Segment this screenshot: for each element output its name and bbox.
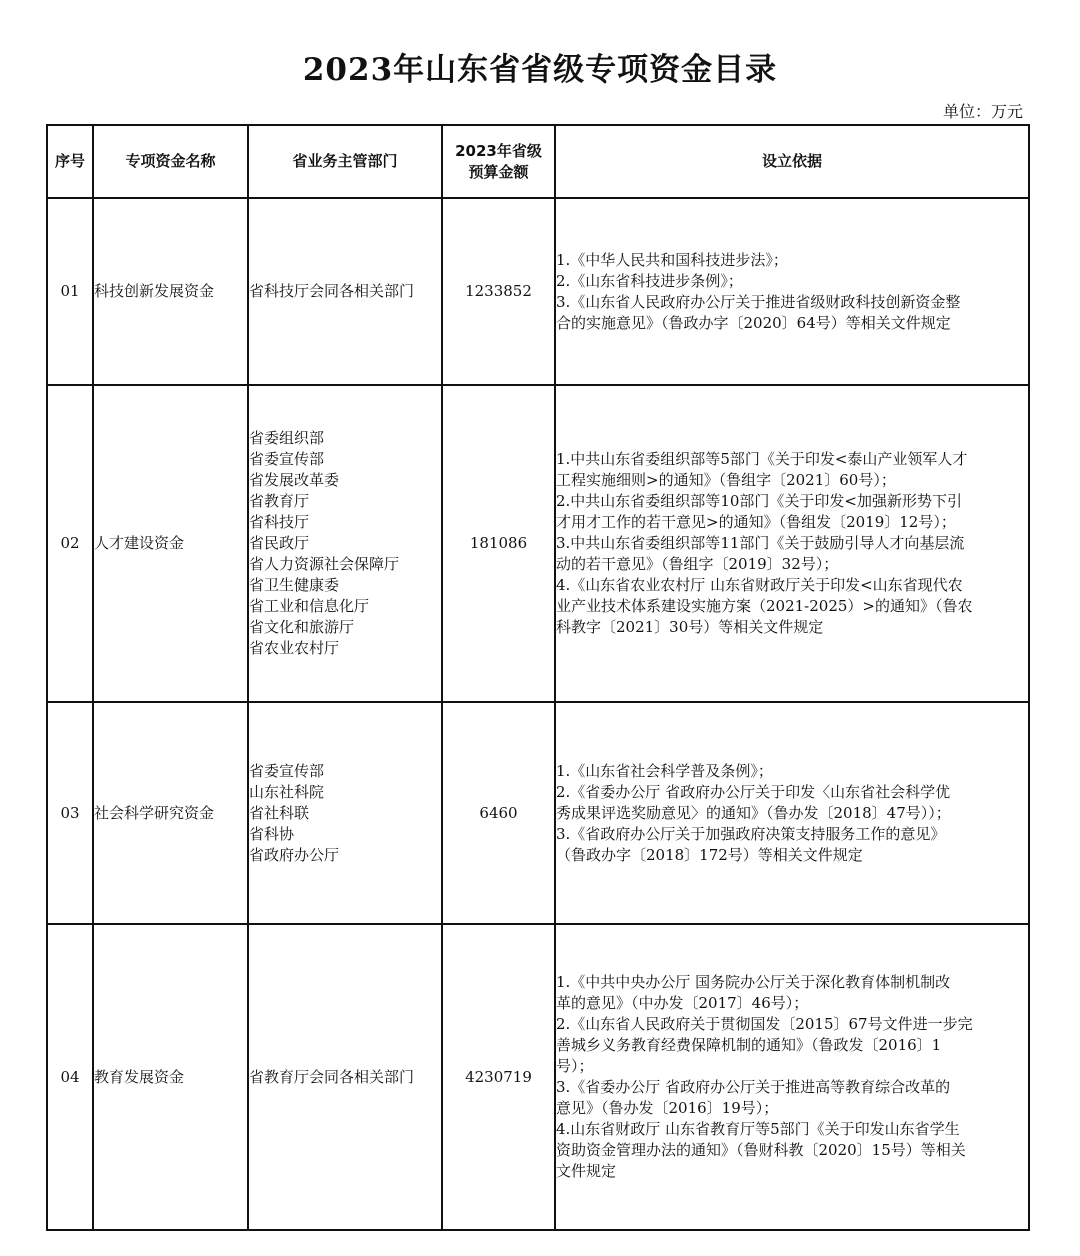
header-basis: 设立依据: [555, 125, 1029, 198]
basis-line: 2.《山东省人民政府关于贯彻国发〔2015〕67号文件进一步完: [556, 1015, 973, 1033]
basis-line: 1.《中共中央办公厅 国务院办公厅关于深化教育体制机制改: [556, 973, 951, 991]
row-fund-name: 人才建设资金: [93, 385, 248, 702]
row-seq: 04: [47, 924, 93, 1230]
row-basis: [555, 385, 1029, 702]
department-item: 省委宣传部: [249, 450, 325, 468]
department-item: 山东社科院: [249, 782, 325, 801]
basis-line: 号）；: [556, 1057, 594, 1075]
department-item: 省委组织部: [249, 429, 325, 447]
row-seq: 03: [47, 702, 93, 924]
table-row: [47, 924, 1029, 1230]
department-item: 省科技厅: [249, 513, 310, 531]
basis-line: 革的意见》（中办发〔2017〕46号）；: [556, 994, 809, 1012]
row-budget: 181086: [442, 385, 555, 702]
table-row: [47, 198, 1029, 385]
row-basis: [555, 702, 1029, 924]
row-fund-name: 科技创新发展资金: [93, 198, 248, 385]
department-item: 省卫生健康委: [249, 576, 340, 594]
basis-line: 善城乡义务教育经费保障机制的通知》（鲁政发〔2016〕1: [556, 1036, 942, 1054]
basis-line: 2.《山东省科技进步条例》；: [556, 271, 743, 290]
basis-line: 4.《山东省农业农村厅 山东省财政厅关于印发<山东省现代农: [556, 576, 963, 594]
funds-table: [46, 124, 1030, 1231]
department-item: 省教育厅会同各相关部门: [249, 1067, 415, 1086]
header-dept: 省业务主管部门: [248, 125, 442, 198]
department-item: 省工业和信息化厅: [249, 597, 370, 615]
basis-line: 资助资金管理办法的通知》（鲁财科教〔2020〕15号）等相关: [556, 1141, 966, 1159]
header-budget: [442, 125, 555, 198]
unit-label: 单位：万元: [942, 102, 1023, 121]
row-department: [248, 924, 442, 1230]
basis-line: 1.中共山东省委组织部等5部门《关于印发<泰山产业领军人才: [556, 450, 968, 468]
row-budget: 6460: [442, 702, 555, 924]
table-row: [47, 385, 1029, 702]
row-department: [248, 198, 442, 385]
basis-line: 动的若干意见》（鲁组字〔2019〕32号）；: [556, 555, 839, 573]
department-item: 省政府办公厅: [249, 845, 340, 864]
basis-line: 秀成果评选奖励意见〉的通知》（鲁办发〔2018〕47号））；: [556, 803, 951, 822]
basis-line: 1.《山东省社会科学普及条例》；: [556, 761, 773, 780]
department-item: 省人力资源社会保障厅: [249, 555, 400, 573]
department-item: 省委宣传部: [249, 761, 325, 780]
row-department: [248, 385, 442, 702]
basis-line: 意见》（鲁办发〔2016〕19号）；: [556, 1099, 779, 1117]
department-item: 省发展改革委: [249, 471, 340, 489]
department-item: 省文化和旅游厅: [249, 618, 355, 636]
page-title: 2023年山东省省级专项资金目录: [302, 52, 778, 88]
header-budget-line2: 预算金额: [468, 162, 529, 181]
header-row: [47, 125, 1029, 198]
row-basis: [555, 924, 1029, 1230]
header-name: 专项资金名称: [93, 125, 248, 198]
basis-line: 2.中共山东省委组织部等10部门《关于印发<加强新形势下引: [556, 492, 962, 510]
department-item: 省教育厅: [249, 492, 310, 510]
basis-line: （鲁政办字〔2018〕172号）等相关文件规定: [556, 845, 863, 864]
row-seq: 02: [47, 385, 93, 702]
row-budget: 1233852: [442, 198, 555, 385]
basis-line: 才用才工作的若干意见>的通知》（鲁组发〔2019〕12号）；: [556, 513, 956, 531]
basis-line: 3.中共山东省委组织部等11部门《关于鼓励引导人才向基层流: [556, 534, 965, 552]
row-department: [248, 702, 442, 924]
basis-line: 3.《山东省人民政府办公厅关于推进省级财政科技创新资金整: [556, 292, 961, 311]
table-row: [47, 702, 1029, 924]
basis-line: 业产业技术体系建设实施方案（2021-2025）>的通知》（鲁农: [556, 597, 973, 615]
header-seq: 序号: [47, 125, 93, 198]
basis-line: 4.山东省财政厅 山东省教育厅等5部门《关于印发山东省学生: [556, 1120, 960, 1138]
row-basis: [555, 198, 1029, 385]
department-item: 省科协: [249, 824, 295, 843]
row-seq: 01: [47, 198, 93, 385]
row-fund-name: 社会科学研究资金: [93, 702, 248, 924]
department-item: 省科技厅会同各相关部门: [249, 282, 415, 300]
row-budget: 4230719: [442, 924, 555, 1230]
basis-line: 1.《中华人民共和国科技进步法》；: [556, 250, 788, 269]
row-fund-name: 教育发展资金: [93, 924, 248, 1230]
basis-line: 2.《省委办公厅 省政府办公厅关于印发〈山东省社会科学优: [556, 782, 951, 801]
basis-line: 3.《省政府办公厅关于加强政府决策支持服务工作的意见》: [556, 824, 946, 843]
department-item: 省社科联: [249, 803, 310, 822]
table-body: [47, 198, 1029, 1230]
department-item: 省农业农村厅: [249, 639, 340, 657]
header-budget-line1: 2023年省级: [455, 141, 542, 160]
department-item: 省民政厅: [249, 534, 310, 552]
basis-line: 文件规定: [556, 1162, 617, 1180]
basis-line: 3.《省委办公厅 省政府办公厅关于推进高等教育综合改革的: [556, 1078, 951, 1096]
basis-line: 科教字〔2021〕30号）等相关文件规定: [556, 618, 824, 636]
basis-line: 合的实施意见》（鲁政办字〔2020〕64号）等相关文件规定: [556, 313, 951, 332]
basis-line: 工程实施细则>的通知》（鲁组字〔2021〕60号）；: [556, 471, 896, 489]
